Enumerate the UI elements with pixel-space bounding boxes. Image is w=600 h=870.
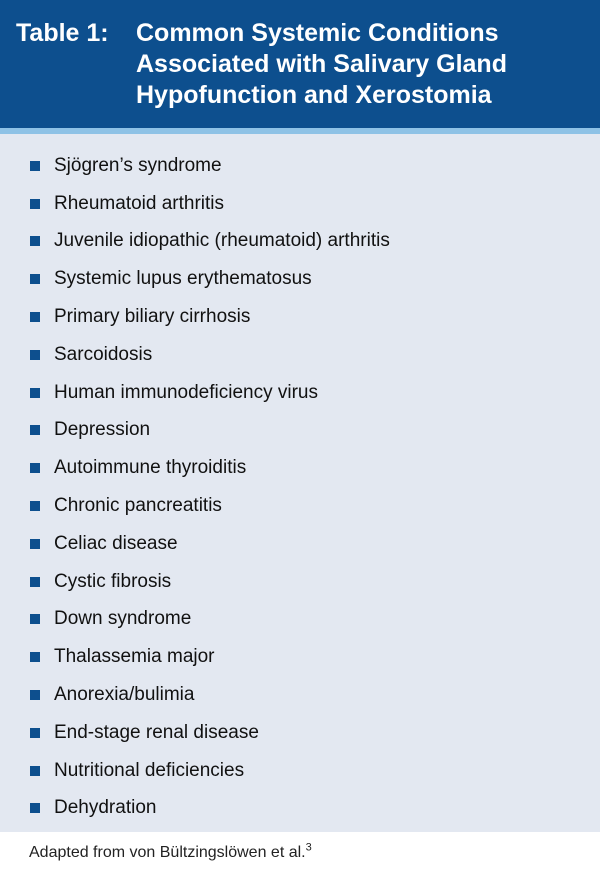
table-title: Common Systemic Conditions Associated with Salivary Gland Hypofunction and Xerostomia xyxy=(136,19,507,109)
square-bullet-icon xyxy=(30,199,40,209)
list-item-label: End-stage renal disease xyxy=(54,721,259,743)
list-item-label: Dehydration xyxy=(54,797,157,819)
list-item-label: Sjögren’s syndrome xyxy=(54,154,222,176)
square-bullet-icon xyxy=(30,501,40,511)
list-item-label: Celiac disease xyxy=(54,532,178,554)
list-item-label: Human immunodeficiency virus xyxy=(54,381,318,403)
list-item xyxy=(0,374,600,412)
list-item-label: Thalassemia major xyxy=(54,646,215,668)
list-item xyxy=(0,601,600,639)
square-bullet-icon xyxy=(30,236,40,246)
reference-superscript: 3 xyxy=(305,841,312,854)
table-header xyxy=(0,0,600,128)
list-item xyxy=(0,223,600,261)
conditions-list xyxy=(0,134,600,832)
square-bullet-icon xyxy=(30,766,40,776)
square-bullet-icon xyxy=(30,161,40,171)
list-item xyxy=(0,487,600,525)
square-bullet-icon xyxy=(30,577,40,587)
square-bullet-icon xyxy=(30,803,40,813)
list-item-label: Systemic lupus erythematosus xyxy=(54,268,312,290)
square-bullet-icon xyxy=(30,350,40,360)
list-item xyxy=(0,449,600,487)
source-note-text: Adapted from von Bültzingslöwen et al. xyxy=(29,844,306,861)
list-item-label: Depression xyxy=(54,419,151,441)
list-item xyxy=(0,790,600,828)
list-item-label: Chronic pancreatitis xyxy=(54,495,222,517)
square-bullet-icon xyxy=(30,463,40,473)
list-item xyxy=(0,298,600,336)
list-item xyxy=(0,714,600,752)
square-bullet-icon xyxy=(30,388,40,398)
square-bullet-icon xyxy=(30,690,40,700)
square-bullet-icon xyxy=(30,312,40,322)
list-item-label: Juvenile idiopathic (rheumatoid) arthritis xyxy=(54,230,390,252)
source-note xyxy=(0,832,600,862)
list-item-label: Sarcoidosis xyxy=(54,343,153,365)
list-item xyxy=(0,185,600,223)
list-item xyxy=(0,147,600,185)
list-item-label: Down syndrome xyxy=(54,608,192,630)
list-item xyxy=(0,260,600,298)
list-item-label: Primary biliary cirrhosis xyxy=(54,306,251,328)
list-item xyxy=(0,752,600,790)
square-bullet-icon xyxy=(30,425,40,435)
square-bullet-icon xyxy=(30,652,40,662)
list-item xyxy=(0,525,600,563)
list-item-label: Rheumatoid arthritis xyxy=(54,192,225,214)
list-item xyxy=(0,676,600,714)
list-item xyxy=(0,638,600,676)
list-item-label: Nutritional deficiencies xyxy=(54,759,245,781)
list-item-label: Autoimmune thyroiditis xyxy=(54,457,247,479)
list-item-label: Cystic fibrosis xyxy=(54,570,172,592)
square-bullet-icon xyxy=(30,274,40,284)
square-bullet-icon xyxy=(30,614,40,624)
list-item xyxy=(0,412,600,450)
list-item-label: Anorexia/bulimia xyxy=(54,684,195,706)
square-bullet-icon xyxy=(30,539,40,549)
list-item xyxy=(0,563,600,601)
table-label: Table 1: xyxy=(16,19,109,47)
square-bullet-icon xyxy=(30,728,40,738)
list-item xyxy=(0,336,600,374)
